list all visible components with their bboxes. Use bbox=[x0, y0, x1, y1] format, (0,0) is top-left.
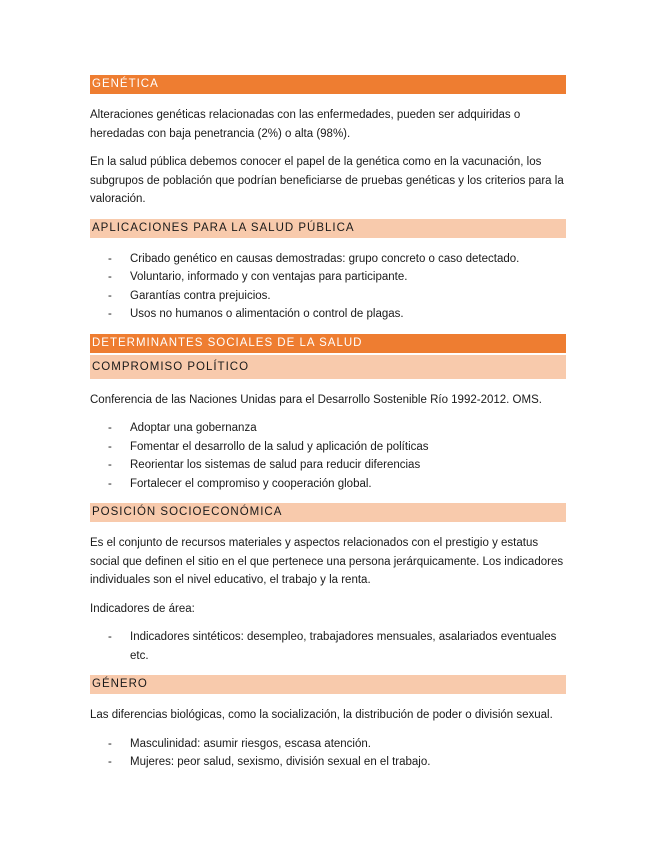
section-header-genero: GÉNERO bbox=[90, 675, 566, 694]
list-item: - Adoptar una gobernanza bbox=[90, 419, 566, 438]
posicion-paragraph-2: Indicadores de área: bbox=[90, 602, 195, 615]
posicion-paragraph-1: Es el conjunto de recursos materiales y aspectos relacionados con el prestigio y estatus social que definen el sitio en el que pertenece una persona jerárquicamente. Los indicadores individuales son el nivel educativo, el trabajo y la renta. bbox=[90, 537, 564, 586]
list-item: - Mujeres: peor salud, sexismo, división sexual en el trabajo. bbox=[90, 753, 566, 772]
section-header-genetica: GENÉTICA bbox=[90, 75, 566, 94]
dash-bullet: - bbox=[108, 252, 112, 265]
genetica-paragraph-2: En la salud pública debemos conocer el papel de la genética como en la vacunación, los subgrupos de población que podrían beneficiarse de pruebas genéticas y los criterios para la valoración. bbox=[90, 156, 564, 205]
list-item: - Masculinidad: asumir riesgos, escasa atención. bbox=[90, 735, 566, 754]
dash-bullet: - bbox=[108, 308, 112, 320]
genero-list bbox=[90, 735, 566, 772]
list-item: - Garantías contra prejuicios. bbox=[90, 287, 566, 306]
list-item: - Indicadores sintéticos: desempleo, trabajadores mensuales, asalariados eventuales etc. bbox=[90, 628, 566, 665]
dash-bullet: - bbox=[108, 422, 112, 434]
dash-bullet: - bbox=[108, 271, 112, 283]
dash-bullet: - bbox=[108, 459, 112, 471]
genetica-paragraph-1: Alteraciones genéticas relacionadas con las enfermedades, pueden ser adquiridas o heredadas con baja penetrancia (2%) o alta (98%). bbox=[90, 109, 521, 140]
dash-bullet: - bbox=[108, 477, 112, 490]
list-item: - Cribado genético en causas demostradas: grupo concreto o caso detectado. bbox=[90, 250, 566, 269]
list-item: - Usos no humanos o alimentación o control de plagas. bbox=[90, 305, 566, 324]
aplicaciones-list bbox=[90, 250, 566, 324]
dash-bullet: - bbox=[108, 289, 112, 302]
section-header-posicion: POSICIÓN SOCIOECONÓMICA bbox=[90, 503, 566, 522]
section-header-determinantes: DETERMINANTES SOCIALES DE LA SALUD bbox=[90, 334, 566, 353]
section-header-compromiso: COMPROMISO POLÍTICO bbox=[90, 355, 566, 379]
section-header-aplicaciones: APLICACIONES PARA LA SALUD PÚBLICA bbox=[90, 219, 566, 238]
posicion-list bbox=[90, 628, 566, 665]
dash-bullet: - bbox=[108, 631, 112, 643]
document-page bbox=[90, 75, 566, 782]
genero-paragraph-1: Las diferencias biológicas, como la socialización, la distribución de poder o división sexual. bbox=[90, 709, 553, 721]
compromiso-paragraph-1: Conferencia de las Naciones Unidas para el Desarrollo Sostenible Río 1992-2012. OMS. bbox=[90, 393, 542, 406]
dash-bullet: - bbox=[108, 756, 112, 768]
dash-bullet: - bbox=[108, 737, 112, 750]
list-item: - Fortalecer el compromiso y cooperación global. bbox=[90, 475, 566, 494]
list-item: - Reorientar los sistemas de salud para reducir diferencias bbox=[90, 456, 566, 475]
dash-bullet: - bbox=[108, 440, 112, 453]
list-item: - Voluntario, informado y con ventajas para participante. bbox=[90, 268, 566, 287]
compromiso-list bbox=[90, 419, 566, 493]
list-item: - Fomentar el desarrollo de la salud y aplicación de políticas bbox=[90, 438, 566, 457]
